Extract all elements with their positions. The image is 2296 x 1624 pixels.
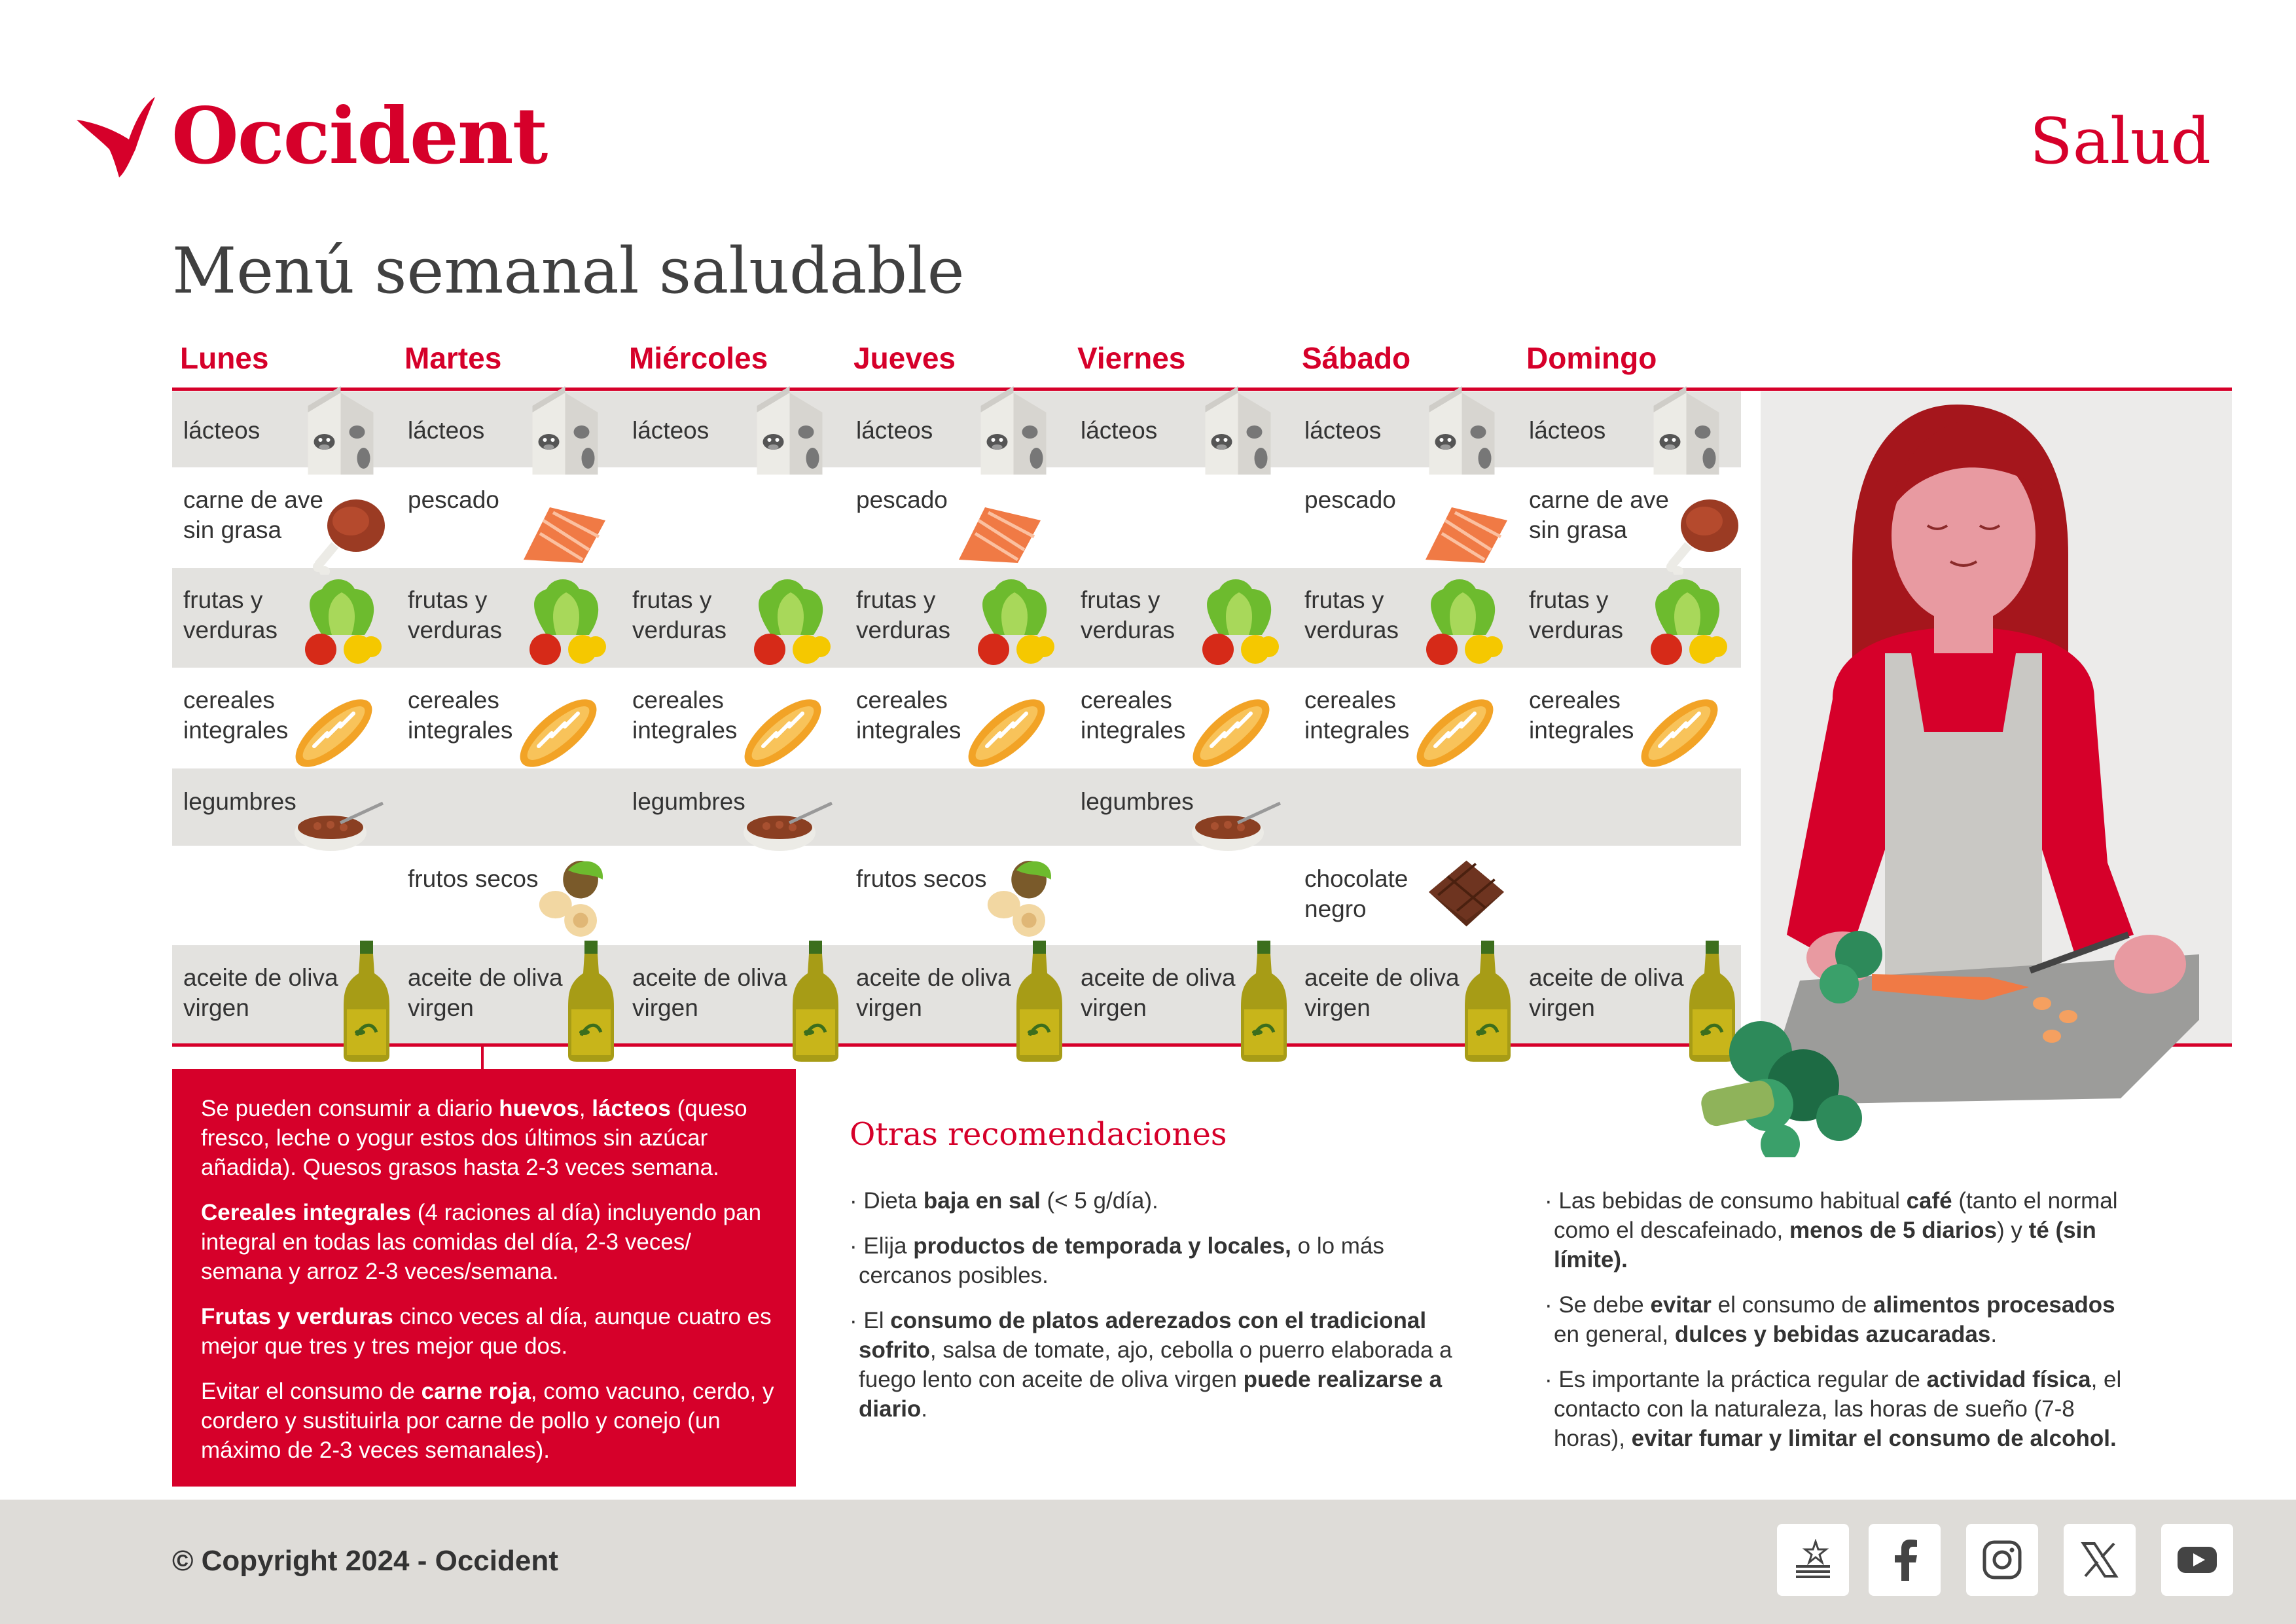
milk-icon — [524, 386, 606, 478]
recommendation-item: · Las bebidas de consumo habitual café (tanto el normal como el descafeinado, menos de 5 diarios) y té (sin límite). — [1545, 1188, 2118, 1272]
cell-aceite: aceite de oliva virgen — [1304, 964, 1460, 1021]
cell-frutas: frutas y verduras — [1304, 586, 1399, 643]
vegetables-icon — [969, 576, 1060, 668]
facebook-icon[interactable] — [1869, 1524, 1941, 1596]
vegetables-icon — [296, 576, 387, 668]
recommendations-title: Otras recomendaciones — [850, 1116, 1227, 1153]
cell-cereales: cereales integrales — [183, 687, 289, 744]
milk-icon — [1421, 386, 1503, 478]
fish-icon — [511, 501, 609, 566]
day-headers — [173, 340, 1744, 380]
cell-aceite: aceite de oliva virgen — [408, 964, 563, 1021]
cell-cereales: cereales integrales — [1529, 687, 1634, 744]
cell-cereales: cereales integrales — [1304, 687, 1410, 744]
info-paragraph: Se pueden consumir a diario huevos, lácteos (queso fresco, leche o yogur estos dos últimos sin azúcar añadida). Quesos grasos hasta 2-3 veces semana. — [201, 1096, 747, 1180]
cell-aceite: aceite de oliva virgen — [183, 964, 338, 1021]
recommendation-item: · Elija productos de temporada y locales, o lo más cercanos posibles. — [850, 1233, 1384, 1288]
brand-logo[interactable] — [73, 90, 547, 181]
cell-cereales: cereales integrales — [408, 687, 513, 744]
bread-icon — [737, 687, 829, 779]
cell-frutos-secos: frutos secos — [856, 865, 987, 892]
day-domingo: Domingo — [1526, 341, 1657, 375]
fish-icon — [946, 501, 1044, 566]
oil-bottle-icon — [565, 937, 617, 1062]
brand-name: Occident — [171, 90, 547, 181]
cell-aceite: aceite de oliva virgen — [1529, 964, 1684, 1021]
chicken-icon — [309, 490, 387, 575]
chocolate-icon — [1426, 857, 1507, 933]
rating-icon[interactable] — [1777, 1524, 1849, 1596]
milk-icon — [300, 386, 382, 478]
day-viernes: Viernes — [1077, 341, 1186, 375]
vegetables-icon — [745, 576, 836, 668]
cell-aceite: aceite de oliva virgen — [632, 964, 787, 1021]
oil-bottle-icon — [789, 937, 842, 1062]
nuts-icon — [537, 854, 612, 943]
vegetables-icon — [1193, 576, 1285, 668]
cell-frutas: frutas y verduras — [632, 586, 726, 643]
milk-icon — [1197, 386, 1279, 478]
oil-bottle-icon — [1013, 937, 1066, 1062]
bread-icon — [512, 687, 604, 779]
cell-frutas: frutas y verduras — [1081, 586, 1175, 643]
cell-lacteos: lácteos — [856, 417, 933, 444]
cell-legumbres: legumbres — [183, 788, 296, 815]
occident-logo-icon — [73, 94, 158, 179]
nuts-icon — [985, 854, 1060, 943]
cell-chocolate: chocolate negro — [1304, 865, 1408, 922]
vegetables-icon — [520, 576, 612, 668]
instagram-icon[interactable] — [1966, 1524, 2038, 1596]
cell-frutos-secos: frutos secos — [408, 865, 539, 892]
section-label: Salud — [2030, 105, 2211, 178]
cell-lacteos: lácteos — [632, 417, 709, 444]
oil-bottle-icon — [1462, 937, 1514, 1062]
woman-cooking-illustration — [1676, 391, 2284, 1157]
day-martes: Martes — [404, 341, 502, 375]
cell-frutas: frutas y verduras — [1529, 586, 1623, 643]
cell-cereales: cereales integrales — [1081, 687, 1186, 744]
milk-icon — [973, 386, 1054, 478]
day-miercoles: Miércoles — [629, 341, 768, 375]
beans-bowl-icon — [737, 793, 835, 859]
cell-carne-ave: carne de ave sin grasa — [183, 486, 323, 543]
cell-pescado: pescado — [408, 486, 499, 513]
x-icon[interactable] — [2064, 1524, 2136, 1596]
copyright: © Copyright 2024 - Occident — [172, 1545, 558, 1577]
beans-bowl-icon — [1185, 793, 1283, 859]
oil-bottle-icon — [1238, 937, 1290, 1062]
cell-lacteos: lácteos — [408, 417, 485, 444]
bread-icon — [1185, 687, 1277, 779]
cell-aceite: aceite de oliva virgen — [856, 964, 1011, 1021]
cell-carne-ave: carne de ave sin grasa — [1529, 486, 1669, 543]
day-jueves: Jueves — [853, 341, 956, 375]
vegetables-icon — [1417, 576, 1509, 668]
page-title: Menú semanal saludable — [172, 234, 965, 308]
day-lunes: Lunes — [180, 341, 269, 375]
cell-cereales: cereales integrales — [632, 687, 738, 744]
bread-icon — [1409, 687, 1501, 779]
cell-lacteos: lácteos — [1304, 417, 1382, 444]
bread-icon — [288, 687, 380, 779]
info-paragraph: Cereales integrales (4 raciones al día) incluyendo pan integral en todas las comidas del día, 2-3 veces/ semana y arroz 2-3 veces/semana. — [201, 1200, 762, 1284]
recommendation-item: · Dieta baja en sal (< 5 g/día). — [850, 1188, 1158, 1214]
day-sabado: Sábado — [1302, 341, 1411, 375]
cell-legumbres: legumbres — [632, 788, 745, 815]
cell-cereales: cereales integrales — [856, 687, 961, 744]
cell-frutas: frutas y verduras — [856, 586, 950, 643]
youtube-icon[interactable] — [2161, 1524, 2233, 1596]
recommendation-item: · Se debe evitar el consumo de alimentos procesados en general, dulces y bebidas azucaradas. — [1545, 1292, 2115, 1347]
bread-icon — [961, 687, 1052, 779]
recommendation-item: · El consumo de platos aderezados con el tradicional sofrito, salsa de tomate, ajo, cebolla o puerro elaborada a fuego lento con aceite de oliva virgen puede realizarse a diario. — [850, 1308, 1452, 1422]
cell-lacteos: lácteos — [183, 417, 260, 444]
info-box — [172, 1069, 796, 1487]
cell-pescado: pescado — [856, 486, 948, 513]
info-paragraph: Frutas y verduras cinco veces al día, aunque cuatro es mejor que tres y tres mejor que dos. — [201, 1304, 772, 1359]
fish-icon — [1412, 501, 1511, 566]
infobox-connector — [481, 1045, 484, 1069]
oil-bottle-icon — [340, 937, 393, 1062]
cell-frutas: frutas y verduras — [183, 586, 278, 643]
cell-legumbres: legumbres — [1081, 788, 1194, 815]
cell-pescado: pescado — [1304, 486, 1396, 513]
cell-lacteos: lácteos — [1081, 417, 1158, 444]
row-legumbres — [172, 768, 1741, 846]
cell-frutas: frutas y verduras — [408, 586, 502, 643]
recommendation-item: · Es importante la práctica regular de actividad física, el contacto con la naturaleza, las horas de sueño (7-8 horas), evitar fumar y limitar el consumo de alcohol. — [1545, 1367, 2122, 1451]
recommendations-col-2 — [1545, 1186, 2147, 1469]
beans-bowl-icon — [288, 793, 386, 859]
cell-aceite: aceite de oliva virgen — [1081, 964, 1236, 1021]
milk-icon — [749, 386, 831, 478]
info-paragraph: Evitar el consumo de carne roja, como vacuno, cerdo, y cordero y sustituirla por carne de pollo y conejo (un máximo de 2-3 veces semanales). — [201, 1379, 774, 1463]
cell-lacteos: lácteos — [1529, 417, 1606, 444]
recommendations-col-1 — [850, 1186, 1458, 1439]
